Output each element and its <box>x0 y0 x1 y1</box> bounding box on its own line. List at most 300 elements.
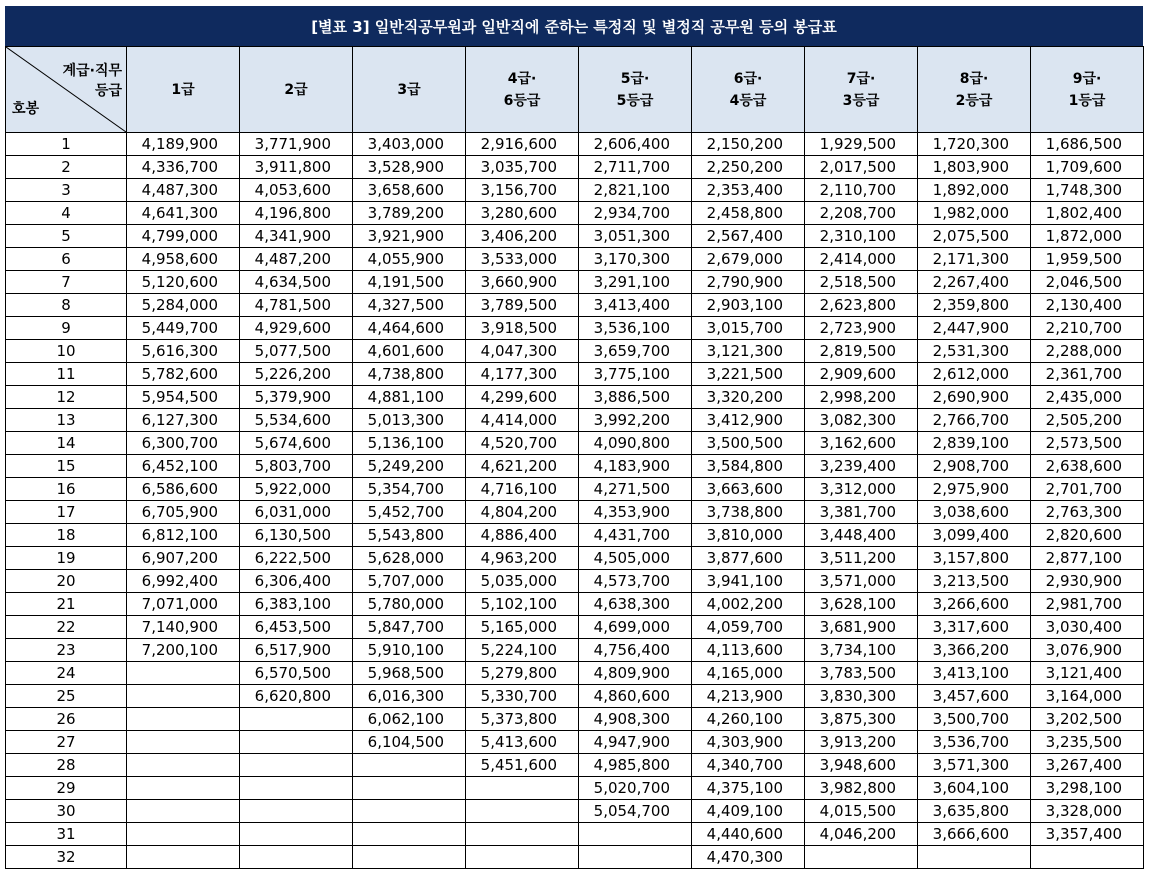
step-cell: 22 <box>6 616 127 639</box>
table-row <box>6 501 1144 524</box>
salary-cell: 3,810,000 <box>692 524 805 547</box>
salary-cell: 4,213,900 <box>692 685 805 708</box>
step-cell: 4 <box>6 202 127 225</box>
column-header <box>466 47 579 133</box>
salary-cell <box>466 777 579 800</box>
salary-cell: 2,934,700 <box>579 202 692 225</box>
salary-cell: 2,701,700 <box>1031 478 1144 501</box>
salary-cell: 5,054,700 <box>579 800 692 823</box>
salary-cell: 5,803,700 <box>240 455 353 478</box>
salary-cell: 6,517,900 <box>240 639 353 662</box>
table-row <box>6 179 1144 202</box>
column-header-line: 3등급 <box>842 92 880 109</box>
salary-cell: 3,628,100 <box>805 593 918 616</box>
salary-cell: 2,518,500 <box>805 271 918 294</box>
salary-cell: 2,435,000 <box>1031 386 1144 409</box>
salary-cell: 2,638,600 <box>1031 455 1144 478</box>
step-cell: 16 <box>6 478 127 501</box>
salary-cell: 5,674,600 <box>240 432 353 455</box>
salary-cell: 3,099,400 <box>918 524 1031 547</box>
column-header-line: 6등급 <box>503 92 541 109</box>
salary-cell: 3,660,900 <box>466 271 579 294</box>
salary-cell: 6,620,800 <box>240 685 353 708</box>
salary-cell: 3,659,700 <box>579 340 692 363</box>
salary-cell: 3,121,300 <box>692 340 805 363</box>
salary-cell: 4,699,000 <box>579 616 692 639</box>
table-row <box>6 133 1144 156</box>
salary-cell <box>353 823 466 846</box>
salary-cell: 3,948,600 <box>805 754 918 777</box>
salary-cell: 4,520,700 <box>466 432 579 455</box>
salary-cell: 6,222,500 <box>240 547 353 570</box>
salary-cell: 4,059,700 <box>692 616 805 639</box>
salary-cell: 2,790,900 <box>692 271 805 294</box>
table-row <box>6 662 1144 685</box>
salary-cell: 3,413,100 <box>918 662 1031 685</box>
salary-cell: 4,738,800 <box>353 363 466 386</box>
salary-cell: 5,449,700 <box>127 317 240 340</box>
salary-cell: 4,375,100 <box>692 777 805 800</box>
salary-cell: 3,571,000 <box>805 570 918 593</box>
salary-cell: 5,782,600 <box>127 363 240 386</box>
step-cell: 29 <box>6 777 127 800</box>
salary-cell: 2,975,900 <box>918 478 1031 501</box>
step-cell: 17 <box>6 501 127 524</box>
column-header-line: 1급 <box>171 81 195 98</box>
salary-cell: 4,189,900 <box>127 133 240 156</box>
salary-cell <box>127 685 240 708</box>
salary-cell: 3,734,100 <box>805 639 918 662</box>
salary-cell: 4,638,300 <box>579 593 692 616</box>
salary-cell: 6,992,400 <box>127 570 240 593</box>
salary-cell: 3,291,100 <box>579 271 692 294</box>
salary-cell: 2,288,000 <box>1031 340 1144 363</box>
salary-cell: 6,062,100 <box>353 708 466 731</box>
salary-cell: 5,922,000 <box>240 478 353 501</box>
salary-cell: 5,330,700 <box>466 685 579 708</box>
salary-cell: 3,312,000 <box>805 478 918 501</box>
salary-cell: 4,271,500 <box>579 478 692 501</box>
salary-cell <box>240 846 353 869</box>
salary-cell: 1,959,500 <box>1031 248 1144 271</box>
salary-cell: 4,046,200 <box>805 823 918 846</box>
salary-cell <box>466 800 579 823</box>
salary-cell <box>353 846 466 869</box>
salary-cell: 5,954,500 <box>127 386 240 409</box>
salary-cell: 6,127,300 <box>127 409 240 432</box>
salary-cell: 3,663,600 <box>692 478 805 501</box>
table-body <box>6 133 1144 869</box>
salary-cell <box>353 754 466 777</box>
salary-cell: 2,531,300 <box>918 340 1031 363</box>
salary-cell: 3,030,400 <box>1031 616 1144 639</box>
salary-cell: 3,267,400 <box>1031 754 1144 777</box>
salary-cell: 4,431,700 <box>579 524 692 547</box>
salary-cell: 4,303,900 <box>692 731 805 754</box>
salary-cell: 1,686,500 <box>1031 133 1144 156</box>
salary-cell: 4,601,600 <box>353 340 466 363</box>
salary-cell: 3,500,500 <box>692 432 805 455</box>
corner-grade-label <box>63 61 122 101</box>
salary-cell: 6,130,500 <box>240 524 353 547</box>
salary-cell: 4,963,200 <box>466 547 579 570</box>
table-row <box>6 271 1144 294</box>
salary-cell: 3,317,600 <box>918 616 1031 639</box>
salary-cell: 5,035,000 <box>466 570 579 593</box>
step-cell: 6 <box>6 248 127 271</box>
salary-cell: 1,709,600 <box>1031 156 1144 179</box>
salary-cell: 2,820,600 <box>1031 524 1144 547</box>
salary-cell: 5,968,500 <box>353 662 466 685</box>
salary-cell: 4,336,700 <box>127 156 240 179</box>
salary-cell: 4,002,200 <box>692 593 805 616</box>
table-row <box>6 846 1144 869</box>
table-row <box>6 202 1144 225</box>
step-cell: 10 <box>6 340 127 363</box>
salary-cell: 4,947,900 <box>579 731 692 754</box>
salary-cell: 4,327,500 <box>353 294 466 317</box>
salary-cell: 2,359,800 <box>918 294 1031 317</box>
salary-cell: 2,267,400 <box>918 271 1031 294</box>
salary-cell: 3,875,300 <box>805 708 918 731</box>
salary-cell: 3,830,300 <box>805 685 918 708</box>
salary-cell: 4,634,500 <box>240 271 353 294</box>
step-cell: 23 <box>6 639 127 662</box>
salary-cell: 1,748,300 <box>1031 179 1144 202</box>
salary-cell: 2,361,700 <box>1031 363 1144 386</box>
corner-grade-line1: 계급·직무 <box>62 63 122 79</box>
corner-step-label: 호봉 <box>12 101 40 117</box>
salary-cell: 7,140,900 <box>127 616 240 639</box>
step-cell: 12 <box>6 386 127 409</box>
salary-cell: 5,847,700 <box>353 616 466 639</box>
salary-cell: 3,357,400 <box>1031 823 1144 846</box>
salary-cell: 6,300,700 <box>127 432 240 455</box>
salary-cell: 6,453,500 <box>240 616 353 639</box>
column-header-line: 7급· <box>846 70 876 87</box>
salary-cell: 6,907,200 <box>127 547 240 570</box>
salary-cell <box>579 846 692 869</box>
step-cell: 25 <box>6 685 127 708</box>
salary-cell: 2,210,700 <box>1031 317 1144 340</box>
salary-cell: 3,038,600 <box>918 501 1031 524</box>
table-row <box>6 616 1144 639</box>
salary-cell: 4,055,900 <box>353 248 466 271</box>
salary-cell: 4,299,600 <box>466 386 579 409</box>
salary-cell: 4,487,300 <box>127 179 240 202</box>
salary-cell <box>240 800 353 823</box>
step-cell: 30 <box>6 800 127 823</box>
salary-cell: 2,690,900 <box>918 386 1031 409</box>
salary-cell: 3,221,500 <box>692 363 805 386</box>
salary-cell: 3,162,600 <box>805 432 918 455</box>
table-row <box>6 593 1144 616</box>
salary-cell <box>805 846 918 869</box>
salary-cell: 4,053,600 <box>240 179 353 202</box>
salary-cell: 3,235,500 <box>1031 731 1144 754</box>
salary-cell: 2,573,500 <box>1031 432 1144 455</box>
salary-cell: 5,102,100 <box>466 593 579 616</box>
salary-cell: 5,780,000 <box>353 593 466 616</box>
salary-cell: 3,500,700 <box>918 708 1031 731</box>
salary-cell: 6,104,500 <box>353 731 466 754</box>
salary-cell <box>127 708 240 731</box>
salary-cell <box>466 823 579 846</box>
salary-cell: 1,720,300 <box>918 133 1031 156</box>
salary-cell: 3,366,200 <box>918 639 1031 662</box>
salary-cell <box>353 800 466 823</box>
step-cell: 19 <box>6 547 127 570</box>
salary-cell: 5,707,000 <box>353 570 466 593</box>
salary-cell: 1,802,400 <box>1031 202 1144 225</box>
table-row <box>6 570 1144 593</box>
salary-cell: 3,015,700 <box>692 317 805 340</box>
salary-cell: 5,373,800 <box>466 708 579 731</box>
salary-cell: 4,191,500 <box>353 271 466 294</box>
salary-cell: 2,930,900 <box>1031 570 1144 593</box>
table-title: [별표 3] 일반직공무원과 일반직에 준하는 특정직 및 별정직 공무원 등의 봉급표 <box>5 6 1143 46</box>
salary-cell: 5,136,100 <box>353 432 466 455</box>
salary-cell: 3,213,500 <box>918 570 1031 593</box>
salary-cell: 2,877,100 <box>1031 547 1144 570</box>
salary-cell: 3,412,900 <box>692 409 805 432</box>
salary-cell: 4,505,000 <box>579 547 692 570</box>
salary-cell: 3,320,200 <box>692 386 805 409</box>
salary-cell: 6,570,500 <box>240 662 353 685</box>
table-row <box>6 777 1144 800</box>
table-row <box>6 823 1144 846</box>
salary-cell: 5,451,600 <box>466 754 579 777</box>
salary-cell: 7,200,100 <box>127 639 240 662</box>
salary-cell: 2,763,300 <box>1031 501 1144 524</box>
salary-cell: 4,908,300 <box>579 708 692 731</box>
salary-cell: 3,156,700 <box>466 179 579 202</box>
salary-cell: 4,985,800 <box>579 754 692 777</box>
salary-cell: 2,447,900 <box>918 317 1031 340</box>
salary-cell: 3,877,600 <box>692 547 805 570</box>
salary-cell: 6,383,100 <box>240 593 353 616</box>
salary-cell: 6,452,100 <box>127 455 240 478</box>
salary-cell: 2,766,700 <box>918 409 1031 432</box>
salary-cell: 3,457,600 <box>918 685 1031 708</box>
salary-cell: 3,571,300 <box>918 754 1031 777</box>
corner-grade-line2: 등급 <box>94 83 122 99</box>
salary-cell: 3,789,200 <box>353 202 466 225</box>
salary-cell: 3,658,600 <box>353 179 466 202</box>
table-row <box>6 294 1144 317</box>
column-header-line: 2급 <box>284 81 308 98</box>
salary-cell: 2,171,300 <box>918 248 1031 271</box>
table-row <box>6 754 1144 777</box>
step-cell: 2 <box>6 156 127 179</box>
salary-cell: 4,886,400 <box>466 524 579 547</box>
step-cell: 24 <box>6 662 127 685</box>
column-header-line: 3급 <box>397 81 421 98</box>
salary-cell: 4,440,600 <box>692 823 805 846</box>
salary-cell: 4,196,800 <box>240 202 353 225</box>
salary-cell: 3,511,200 <box>805 547 918 570</box>
salary-cell: 5,279,800 <box>466 662 579 685</box>
column-header-line: 5급· <box>620 70 650 87</box>
salary-cell: 4,799,000 <box>127 225 240 248</box>
salary-cell: 5,013,300 <box>353 409 466 432</box>
salary-cell: 3,448,400 <box>805 524 918 547</box>
salary-cell: 4,414,000 <box>466 409 579 432</box>
salary-cell: 3,403,000 <box>353 133 466 156</box>
column-header <box>127 47 240 133</box>
step-cell: 20 <box>6 570 127 593</box>
salary-cell: 3,157,800 <box>918 547 1031 570</box>
salary-cell: 1,892,000 <box>918 179 1031 202</box>
table-row <box>6 248 1144 271</box>
salary-cell: 3,911,800 <box>240 156 353 179</box>
step-cell: 7 <box>6 271 127 294</box>
header-row <box>6 47 1144 133</box>
column-header <box>805 47 918 133</box>
salary-cell: 4,929,600 <box>240 317 353 340</box>
salary-cell: 4,183,900 <box>579 455 692 478</box>
salary-cell: 5,077,500 <box>240 340 353 363</box>
salary-cell: 4,958,600 <box>127 248 240 271</box>
salary-cell: 4,165,000 <box>692 662 805 685</box>
salary-cell: 3,164,000 <box>1031 685 1144 708</box>
salary-cell: 2,606,400 <box>579 133 692 156</box>
salary-cell <box>240 708 353 731</box>
salary-cell: 3,789,500 <box>466 294 579 317</box>
salary-cell: 3,771,900 <box>240 133 353 156</box>
salary-cell: 3,536,700 <box>918 731 1031 754</box>
table-row <box>6 547 1144 570</box>
salary-cell: 3,082,300 <box>805 409 918 432</box>
salary-cell: 5,226,200 <box>240 363 353 386</box>
salary-cell: 4,881,100 <box>353 386 466 409</box>
salary-cell: 2,612,000 <box>918 363 1031 386</box>
salary-cell <box>127 777 240 800</box>
salary-cell: 4,090,800 <box>579 432 692 455</box>
column-header <box>240 47 353 133</box>
salary-cell: 2,150,200 <box>692 133 805 156</box>
step-cell: 27 <box>6 731 127 754</box>
table-row <box>6 409 1144 432</box>
table-row <box>6 340 1144 363</box>
salary-cell <box>127 800 240 823</box>
salary-cell: 3,536,100 <box>579 317 692 340</box>
column-header <box>692 47 805 133</box>
table-row <box>6 386 1144 409</box>
salary-cell: 2,208,700 <box>805 202 918 225</box>
salary-cell: 3,266,600 <box>918 593 1031 616</box>
salary-cell: 2,903,100 <box>692 294 805 317</box>
salary-cell: 2,908,700 <box>918 455 1031 478</box>
salary-cell: 3,202,500 <box>1031 708 1144 731</box>
salary-cell: 2,110,700 <box>805 179 918 202</box>
table-row <box>6 363 1144 386</box>
column-header <box>1031 47 1144 133</box>
salary-cell: 4,464,600 <box>353 317 466 340</box>
salary-cell <box>918 846 1031 869</box>
salary-cell: 1,872,000 <box>1031 225 1144 248</box>
table-row <box>6 432 1144 455</box>
table-row <box>6 800 1144 823</box>
salary-cell: 2,909,600 <box>805 363 918 386</box>
salary-cell: 2,046,500 <box>1031 271 1144 294</box>
salary-cell: 4,047,300 <box>466 340 579 363</box>
column-header <box>353 47 466 133</box>
salary-cell: 2,017,500 <box>805 156 918 179</box>
salary-cell: 4,756,400 <box>579 639 692 662</box>
salary-cell: 2,458,800 <box>692 202 805 225</box>
salary-cell: 3,035,700 <box>466 156 579 179</box>
salary-cell: 3,298,100 <box>1031 777 1144 800</box>
salary-cell: 4,487,200 <box>240 248 353 271</box>
salary-cell: 3,738,800 <box>692 501 805 524</box>
salary-cell: 4,470,300 <box>692 846 805 869</box>
step-cell: 5 <box>6 225 127 248</box>
salary-cell: 3,051,300 <box>579 225 692 248</box>
salary-cell: 1,803,900 <box>918 156 1031 179</box>
table-row <box>6 731 1144 754</box>
step-cell: 31 <box>6 823 127 846</box>
table-row <box>6 524 1144 547</box>
salary-cell: 5,534,600 <box>240 409 353 432</box>
column-header <box>579 47 692 133</box>
column-header-line: 5등급 <box>616 92 654 109</box>
salary-cell <box>240 823 353 846</box>
salary-cell: 5,020,700 <box>579 777 692 800</box>
table-row <box>6 478 1144 501</box>
column-header-line: 6급· <box>733 70 763 87</box>
salary-cell: 6,016,300 <box>353 685 466 708</box>
step-cell: 15 <box>6 455 127 478</box>
step-cell: 26 <box>6 708 127 731</box>
salary-cell: 1,929,500 <box>805 133 918 156</box>
salary-cell: 2,821,100 <box>579 179 692 202</box>
salary-cell: 2,981,700 <box>1031 593 1144 616</box>
salary-cell: 5,354,700 <box>353 478 466 501</box>
salary-cell: 3,783,500 <box>805 662 918 685</box>
salary-cell: 4,015,500 <box>805 800 918 823</box>
salary-cell: 3,413,400 <box>579 294 692 317</box>
salary-cell <box>240 754 353 777</box>
salary-cell: 2,711,700 <box>579 156 692 179</box>
table-row <box>6 685 1144 708</box>
step-cell: 11 <box>6 363 127 386</box>
salary-cell: 2,075,500 <box>918 225 1031 248</box>
salary-cell: 5,284,000 <box>127 294 240 317</box>
salary-cell: 3,584,800 <box>692 455 805 478</box>
corner-header-cell <box>6 47 127 133</box>
salary-cell: 4,341,900 <box>240 225 353 248</box>
salary-cell: 2,130,400 <box>1031 294 1144 317</box>
column-header-line: 2등급 <box>955 92 993 109</box>
table-row <box>6 156 1144 179</box>
salary-cell: 3,239,400 <box>805 455 918 478</box>
salary-cell: 3,666,600 <box>918 823 1031 846</box>
salary-cell: 3,635,800 <box>918 800 1031 823</box>
step-cell: 1 <box>6 133 127 156</box>
table-row <box>6 455 1144 478</box>
salary-cell <box>579 823 692 846</box>
salary-cell: 5,628,000 <box>353 547 466 570</box>
table-row <box>6 225 1144 248</box>
salary-cell: 3,681,900 <box>805 616 918 639</box>
step-cell: 3 <box>6 179 127 202</box>
salary-table-container <box>5 6 1143 869</box>
salary-cell: 2,353,400 <box>692 179 805 202</box>
salary-cell: 3,941,100 <box>692 570 805 593</box>
column-header-line: 4등급 <box>729 92 767 109</box>
salary-cell: 2,250,200 <box>692 156 805 179</box>
